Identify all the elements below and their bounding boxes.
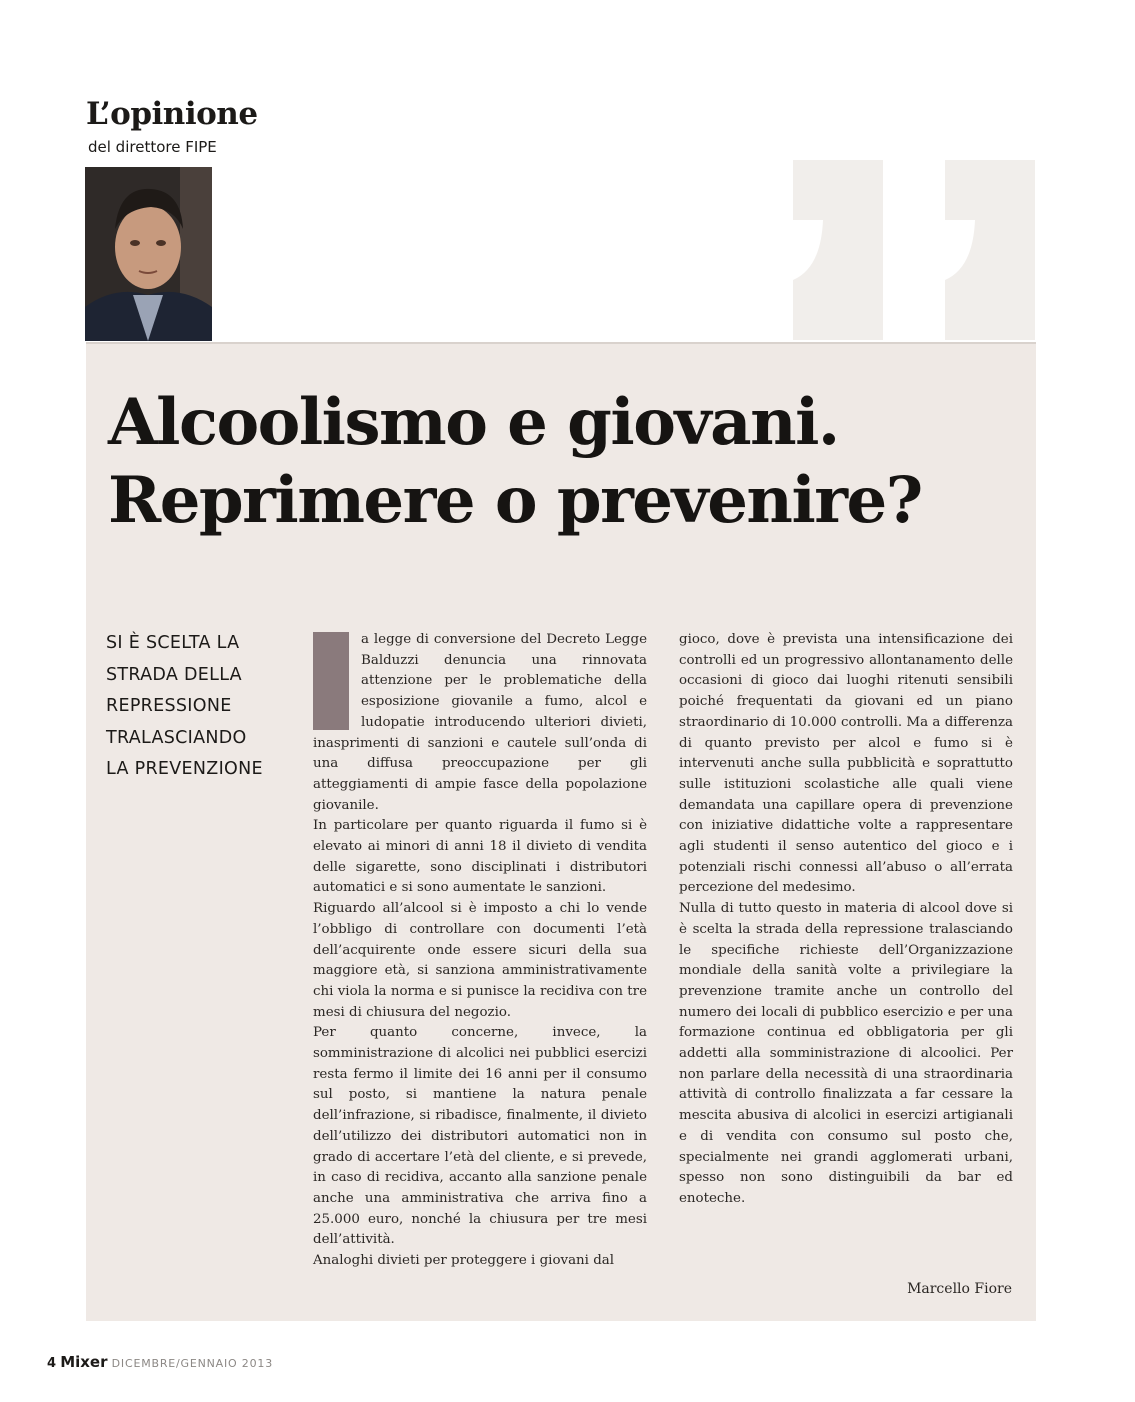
headline-line-1: Alcoolismo e giovani.	[108, 385, 839, 460]
article-column-1	[313, 630, 647, 1272]
author-signature: Marcello Fiore	[907, 1281, 1012, 1297]
pull-quote-line: LA PREVENZIONE	[106, 759, 263, 779]
magazine-name: Mixer	[60, 1353, 108, 1371]
section-subtitle: del direttore FIPE	[88, 138, 217, 156]
article-paragraph: Per quanto concerne, invece, la somministrazione di alcolici nei pubblici esercizi resta fermo il limite dei 16 anni per il consumo sul posto, si mantiene la natura penale dell’infrazione, si ribadisce, finalmente, il divieto dell’utilizzo dei distributori automatici non in grado di accertare l’età del cliente, e si prevede, in caso di recidiva, accanto alla sanzione penale anche una amministrativa che arriva fino a 25.000 euro, nonché la chiusura per tre mesi dell’attività.	[313, 1025, 647, 1248]
article-column-2	[679, 630, 1013, 1210]
article-paragraph: Nulla di tutto questo in materia di alcool dove si è scelta la strada della repressione tralasciando le specifiche richieste dell’Organizzazione mondiale della sanità volte a privilegiare la prevenzione tramite anche un controllo del numero dei locali di pubblico esercizio e per una formazione continua ed obbligatoria per gli addetti alla somministrazione di alcoolici. Per non parlare della necessità di una straordinaria attività di controllo finalizzata a far cessare la mescita abusiva di alcolici in esercizi artigianali e di vendita con consumo sul posto che, specialmente nei grandi agglomerati urbani, spesso non sono distinguibili da bar ed enoteche.	[679, 901, 1013, 1206]
quote-mark-right-icon	[945, 160, 1035, 340]
pull-quote-line: TRALASCIANDO	[106, 727, 247, 748]
article-paragraph: In particolare per quanto riguarda il fumo si è elevato ai minori di anni 18 il divieto di vendita delle sigarette, sono disciplinati i distributori automatici e si sono aumentate le sanzioni.	[313, 818, 647, 896]
article-paragraph: a legge di conversione del Decreto Legge Balduzzi denuncia una rinnovata attenzione per le problematiche della esposizione giovanile a fumo, alcol e ludopatie introducendo ulteriori divieti, inasprimenti di sanzioni e cautele sull’onda di una diffusa preoccupazione per gli atteggiamenti di ampie fasce della popolazione giovanile.	[313, 632, 647, 813]
pull-quote	[106, 628, 286, 786]
pull-quote-line: STRADA DELLA	[106, 664, 242, 685]
pull-quote-line: REPRESSIONE	[106, 696, 232, 716]
article-paragraph: Analoghi divieti per proteggere i giovani dal	[313, 1253, 615, 1269]
page-footer	[47, 1353, 273, 1371]
quote-mark-left-icon	[793, 160, 883, 340]
article-paragraph: gioco, dove è prevista una intensificazione dei controlli ed un progressivo allontanamento delle occasioni di gioco dai luoghi ritenuti sensibili poiché frequentati da giovani ed un piano straordinario di 10.000 controlli. Ma a differenza di quanto previsto per alcol e fumo si è intervenuti anche sulla pubblicità e soprattutto sulle istituzioni scolastiche alle quali viene demandata una capillare opera di prevenzione con iniziative didattiche volte a rappresentare agli studenti il senso autentico del gioco e i potenziali rischi connessi all’abuso o all’errata percezione del medesimo.	[679, 632, 1013, 896]
pull-quote-line: SI È SCELTA LA	[106, 633, 240, 653]
headline	[108, 384, 922, 540]
headline-line-2: Reprimere o prevenire?	[108, 463, 922, 538]
article-paragraph: Riguardo all’alcool si è imposto a chi lo vende l’obbligo di controllare con documenti l’età dell’acquirente onde essere sicuri della sua maggiore età, si sanziona amministrativamente chi viola la norma e si punisce la recidiva con tre mesi di chiusura del negozio.	[313, 901, 647, 1020]
section-title: L’opinione	[86, 96, 258, 132]
page-number: 4	[47, 1356, 57, 1371]
drop-cap	[313, 632, 349, 730]
author-photo	[85, 167, 212, 341]
issue-date: DICEMBRE/GENNAIO 2013	[111, 1357, 273, 1370]
